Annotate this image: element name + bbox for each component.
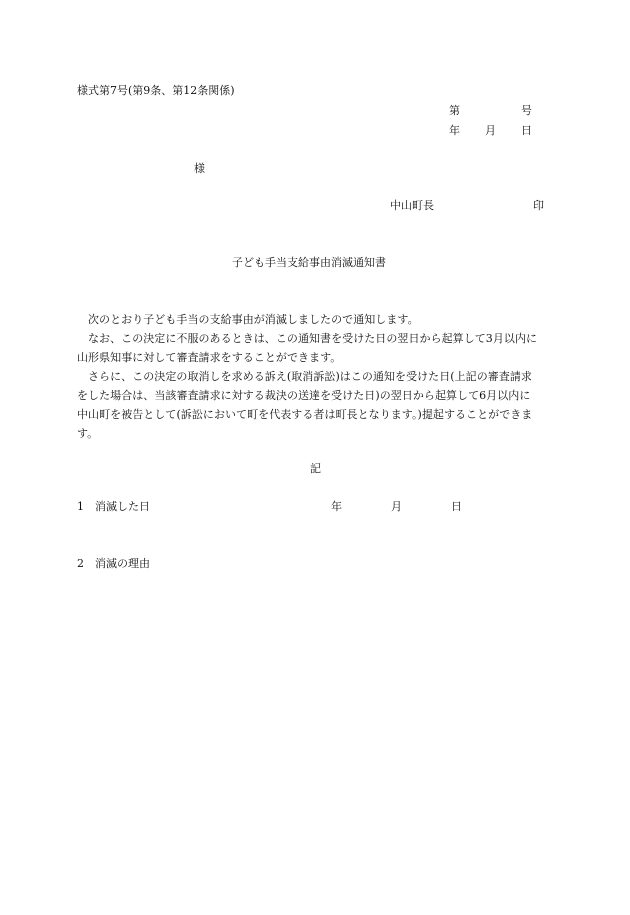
document-title: 子ども手当支給事由消滅通知書 — [232, 256, 386, 269]
addressee-honorific: 様 — [194, 162, 205, 175]
form-label: 様式第7号(第9条、第12条関係) — [77, 84, 235, 97]
issuer-title: 中山町長 — [390, 199, 434, 212]
item-2-label: 2 消滅の理由 — [77, 557, 150, 570]
item-1-day: 日 — [451, 500, 462, 513]
ki-label: 記 — [310, 462, 321, 475]
date-year-label: 年 — [449, 124, 460, 137]
item-1-label: 1 消滅した日 — [77, 500, 150, 513]
issuer-seal: 印 — [533, 199, 544, 212]
paragraph-lawsuit: さらに、この決定の取消しを求める訴え(取消訴訟)はこの通知を受けた日(上記の審査請求をした場合は、当該審査請求に対する裁決の送達を受けた日)の翌日から起算して6月以内に中山町を被告として(訴訟において町を代表する者は町長となります。)提起することができます。 — [77, 370, 533, 440]
document-number-prefix: 第 — [449, 104, 460, 117]
document-number-suffix: 号 — [521, 104, 532, 117]
paragraph-notice: 次のとおり子ども手当の支給事由が消滅しましたので通知します。 — [88, 313, 419, 326]
date-day-label: 日 — [521, 124, 532, 137]
paragraph-appeal: なお、この決定に不服のあるときは、この通知書を受けた日の翌日から起算して3月以内に山形県知事に対して審査請求をすることができます。 — [77, 332, 538, 364]
item-1-month: 月 — [391, 500, 402, 513]
date-month-label: 月 — [485, 124, 496, 137]
item-1-year: 年 — [331, 500, 342, 513]
